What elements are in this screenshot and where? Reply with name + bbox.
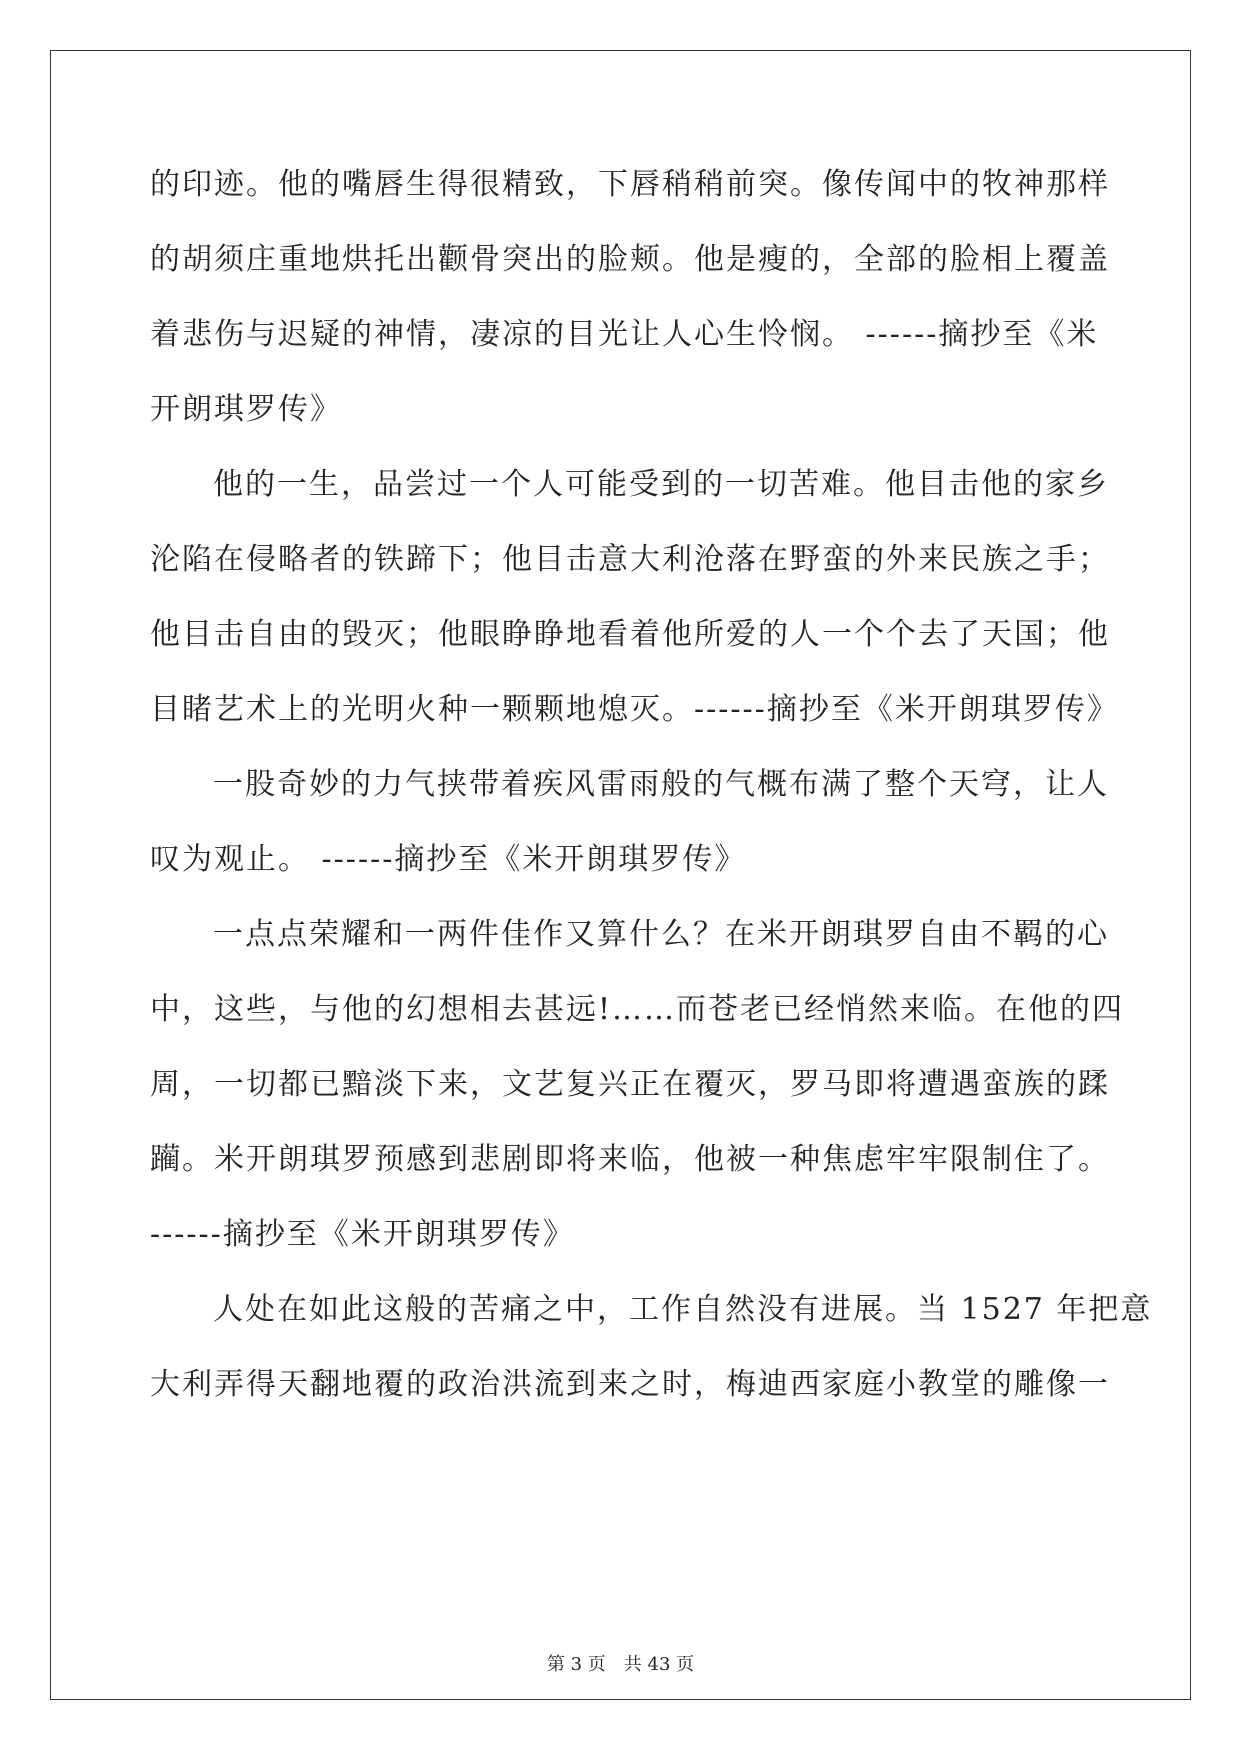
text-line: 他目击自由的毁灭；他眼睁睁地看着他所爱的人一个个去了天国；他 xyxy=(150,617,1110,652)
page-footer xyxy=(0,1650,1241,1676)
paragraph-first-line: 人处在如此这般的苦痛之中，工作自然没有进展。当 1527 年把意 xyxy=(213,1292,1153,1327)
text-line: 着悲伤与迟疑的神情，凄凉的目光让人心生怜悯。 ------摘抄至《米 xyxy=(150,317,1099,352)
text-line: 躏。米开朗琪罗预感到悲剧即将来临，他被一种焦虑牢牢限制住了。 xyxy=(150,1142,1110,1177)
text-line: 周，一切都已黯淡下来，文艺复兴正在覆灭，罗马即将遭遇蛮族的蹂 xyxy=(150,1067,1110,1102)
page-total: 共 43 页 xyxy=(623,1654,695,1675)
text-line: 的印迹。他的嘴唇生得很精致，下唇稍稍前突。像传闻中的牧神那样 xyxy=(150,167,1110,202)
text-line: 中，这些，与他的幻想相去甚远!……而苍老已经悄然来临。在他的四 xyxy=(150,992,1125,1027)
paragraph-first-line: 一点点荣耀和一两件佳作又算什么？在米开朗琪罗自由不羁的心 xyxy=(213,917,1109,952)
text-line: 开朗琪罗传》 xyxy=(150,392,342,427)
text-line: 目睹艺术上的光明火种一颗颗地熄灭。------摘抄至《米开朗琪罗传》 xyxy=(150,692,1119,727)
paragraph-first-line: 一股奇妙的力气挟带着疾风雷雨般的气概布满了整个天穹，让人 xyxy=(213,767,1109,802)
page-number: 第 3 页 xyxy=(546,1654,606,1675)
text-line: 沦陷在侵略者的铁蹄下；他目击意大利沧落在野蛮的外来民族之手； xyxy=(150,542,1110,577)
paragraph-first-line: 他的一生，品尝过一个人可能受到的一切苦难。他目击他的家乡 xyxy=(213,467,1109,502)
text-line: ------摘抄至《米开朗琪罗传》 xyxy=(150,1217,575,1252)
text-line: 的胡须庄重地烘托出颧骨突出的脸颊。他是瘦的，全部的脸相上覆盖 xyxy=(150,242,1110,277)
text-line: 叹为观止。 ------摘抄至《米开朗琪罗传》 xyxy=(150,842,747,877)
text-line: 大利弄得天翻地覆的政治洪流到来之时，梅迪西家庭小教堂的雕像一 xyxy=(150,1367,1110,1402)
